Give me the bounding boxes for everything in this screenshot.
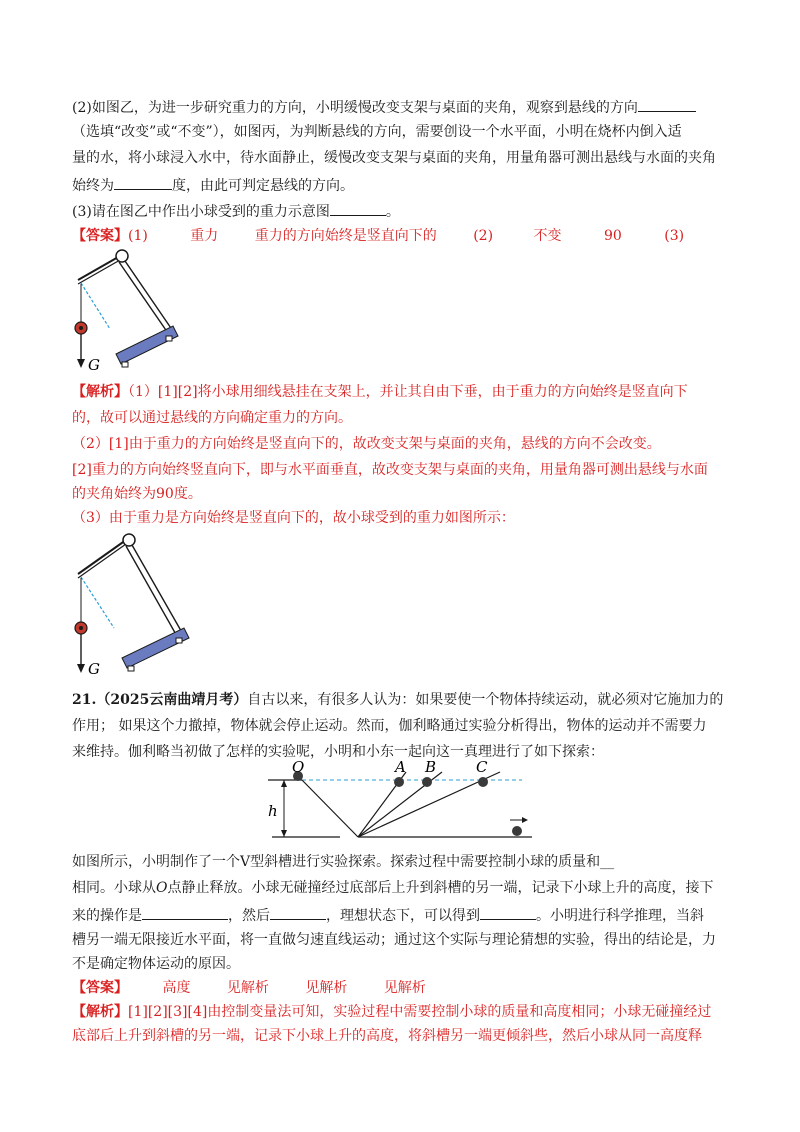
analysis-tag: 【解析】 <box>72 384 128 400</box>
analysis-text: 的，故可以通过悬线的方向确定重力的方向。 <box>72 410 352 426</box>
q20-line-4 <box>72 174 354 196</box>
q20-l3-text: 量的水，将小球浸入水中，待水面静止，缓慢改变支架与桌面的夹角，用量角器可测出悬线与水面的夹角 <box>72 150 716 166</box>
q20-l4-post: 度，由此可判定悬线的方向。 <box>172 178 354 194</box>
dashed-vertical-line <box>81 283 110 329</box>
analysis-text: （1）[1][2]将小球用细线悬挂在支架上，并让其自由下垂，由于重力的方向始终是竖直向下 <box>128 384 688 400</box>
answer-item: 见解析 <box>305 980 348 996</box>
ball-c <box>478 777 488 787</box>
blank-gravity-diagram[interactable] <box>330 200 386 216</box>
answer-item: 重力的方向始终是竖直向下的 <box>254 228 437 244</box>
label-h: h <box>268 802 278 820</box>
answer-item: 高度 <box>162 980 191 996</box>
answer-item: 见解析 <box>383 980 426 996</box>
q21-body-2 <box>72 878 713 898</box>
blank-next-step[interactable] <box>142 904 228 920</box>
q20-analysis-line-2 <box>72 408 352 428</box>
q21-analysis-1 <box>72 1002 711 1022</box>
q20-l4-pre: 始终为 <box>72 178 114 194</box>
analysis-text: 的夹角始终为90度。 <box>72 486 202 502</box>
q21-body-text: 不是确定物体运动的原因。 <box>72 956 240 972</box>
q20-analysis-line-5 <box>72 484 202 504</box>
q20-line-1 <box>72 96 696 118</box>
stand-figure-2 <box>70 528 200 678</box>
answer-item: 重力 <box>190 228 219 244</box>
stand-figure-1 <box>70 244 190 372</box>
q21-analysis-2 <box>72 1026 702 1046</box>
analysis-text: [1][2][3][4]由控制变量法可知，实验过程中需要控制小球的质量和高度相同；小球无碰撞经过 <box>128 1004 712 1020</box>
label-c: C <box>476 760 488 776</box>
q20-l2-text: （选填“改变”或“不变”），如图丙，为判断悬线的方向，需要创设一个水平面，小明在烧杯内倒入适 <box>72 124 682 140</box>
q21-line-3 <box>72 742 604 762</box>
blank-then[interactable] <box>270 904 326 920</box>
q20-l1-text: (2)如图乙，为进一步研究重力的方向，小明缓慢改变支架与桌面的夹角，观察到悬线的方向 <box>72 100 638 116</box>
label-b: B <box>425 760 437 776</box>
answer-tag: 【答案】 <box>72 980 128 996</box>
q21-body-text: ，理想状态下，可以得到 <box>326 908 480 924</box>
dashed-vertical-line <box>81 577 114 628</box>
q21-body-text: 相同。小球从 <box>72 880 156 896</box>
q21-intro-3: 来维持。伽利略当初做了怎样的实验呢，小明和小东一起向这一真理进行了如下探索： <box>72 744 604 760</box>
q20-line-3 <box>72 148 716 168</box>
q20-analysis-line-3 <box>72 434 661 454</box>
q20-analysis-line-4 <box>72 460 708 480</box>
q20-l5-post: 。 <box>385 204 400 220</box>
q21-line-1 <box>72 690 723 710</box>
q21-body-3 <box>72 904 704 926</box>
q21-body-1 <box>72 852 614 872</box>
answer-item: 90 <box>603 228 622 244</box>
q21-body-text: 点静止释放。小球无碰撞经过底部后上升到斜槽的另一端，记录下小球上升的高度，接下 <box>167 880 714 896</box>
q20-analysis-line-6 <box>72 508 515 528</box>
q20-l5-pre: (3)请在图乙中作出小球受到的重力示意图 <box>72 204 330 220</box>
ball-a <box>394 777 404 787</box>
q20-answer <box>72 226 684 246</box>
analysis-text: （2）[1]由于重力的方向始终是竖直向下的，故改变支架与桌面的夹角，悬线的方向不会改变。 <box>72 436 661 452</box>
v-ramp-figure <box>262 760 542 842</box>
analysis-text: [2]重力的方向始终竖直向下，即与水平面垂直，故改变支架与桌面的夹角，用量角器可测出悬线与水面 <box>72 462 708 478</box>
answer-tag: 【答案】 <box>72 228 128 244</box>
q21-body-5 <box>72 954 240 974</box>
gravity-arrow <box>77 359 85 368</box>
question-number: 21. <box>72 692 97 708</box>
blank-angle[interactable] <box>114 174 172 190</box>
point-o: O <box>156 880 168 896</box>
q21-intro-1: 自古以来，有很多人认为：如果要使一个物体持续运动，就必须对它施加力的 <box>247 692 724 708</box>
stand-base <box>116 326 178 364</box>
q21-line-2 <box>72 716 706 736</box>
answer-item: 不变 <box>533 228 562 244</box>
question-source: （2025云南曲靖月考） <box>96 692 248 708</box>
q20-line-2 <box>72 122 682 142</box>
blank-result[interactable] <box>480 904 536 920</box>
q21-body-4 <box>72 930 716 950</box>
answer-item: (3) <box>664 228 685 244</box>
blank-direction[interactable] <box>638 96 696 112</box>
analysis-tag: 【解析】 <box>72 1004 128 1020</box>
q20-analysis-line-1 <box>72 382 688 402</box>
q21-body-text: ，然后 <box>228 908 270 924</box>
answer-item: (2) <box>473 228 494 244</box>
analysis-text: 底部后上升到斜槽的另一端，记录下小球上升的高度，将斜槽另一端更倾斜些，然后小球从同一高度释 <box>72 1028 702 1044</box>
q21-body-text: 槽另一端无限接近水平面，将一直做匀速直线运动；通过这个实际与理论猜想的实验，得出的结论是，力 <box>72 932 716 948</box>
q21-body-text: 如图所示，小明制作了一个V型斜槽进行实验探索。探索过程中需要控制小球的质量和__ <box>72 854 615 870</box>
force-label-g: G <box>88 356 100 372</box>
answer-item: 见解析 <box>226 980 269 996</box>
gravity-arrow <box>77 664 85 673</box>
stand-base <box>122 628 189 668</box>
q21-intro-2: 作用； 如果这个力撤掉，物体就会停止运动。然而，伽利略通过实验分析得出，物体的运动并不需要力 <box>72 718 707 734</box>
ball-b <box>422 777 432 787</box>
label-a: A <box>395 760 406 776</box>
force-label-g: G <box>88 660 100 678</box>
q20-line-5 <box>72 200 400 222</box>
q21-answer <box>72 978 426 998</box>
q21-body-text: 来的操作是 <box>72 908 142 924</box>
answer-item: (1) <box>128 228 148 244</box>
q21-body-text: 。小明进行科学推理，当斜 <box>536 908 704 924</box>
label-o: O <box>292 760 305 776</box>
ball-rolling <box>512 826 522 836</box>
analysis-text: （3）由于重力是方向始终是竖直向下的，故小球受到的重力如图所示： <box>72 510 515 526</box>
